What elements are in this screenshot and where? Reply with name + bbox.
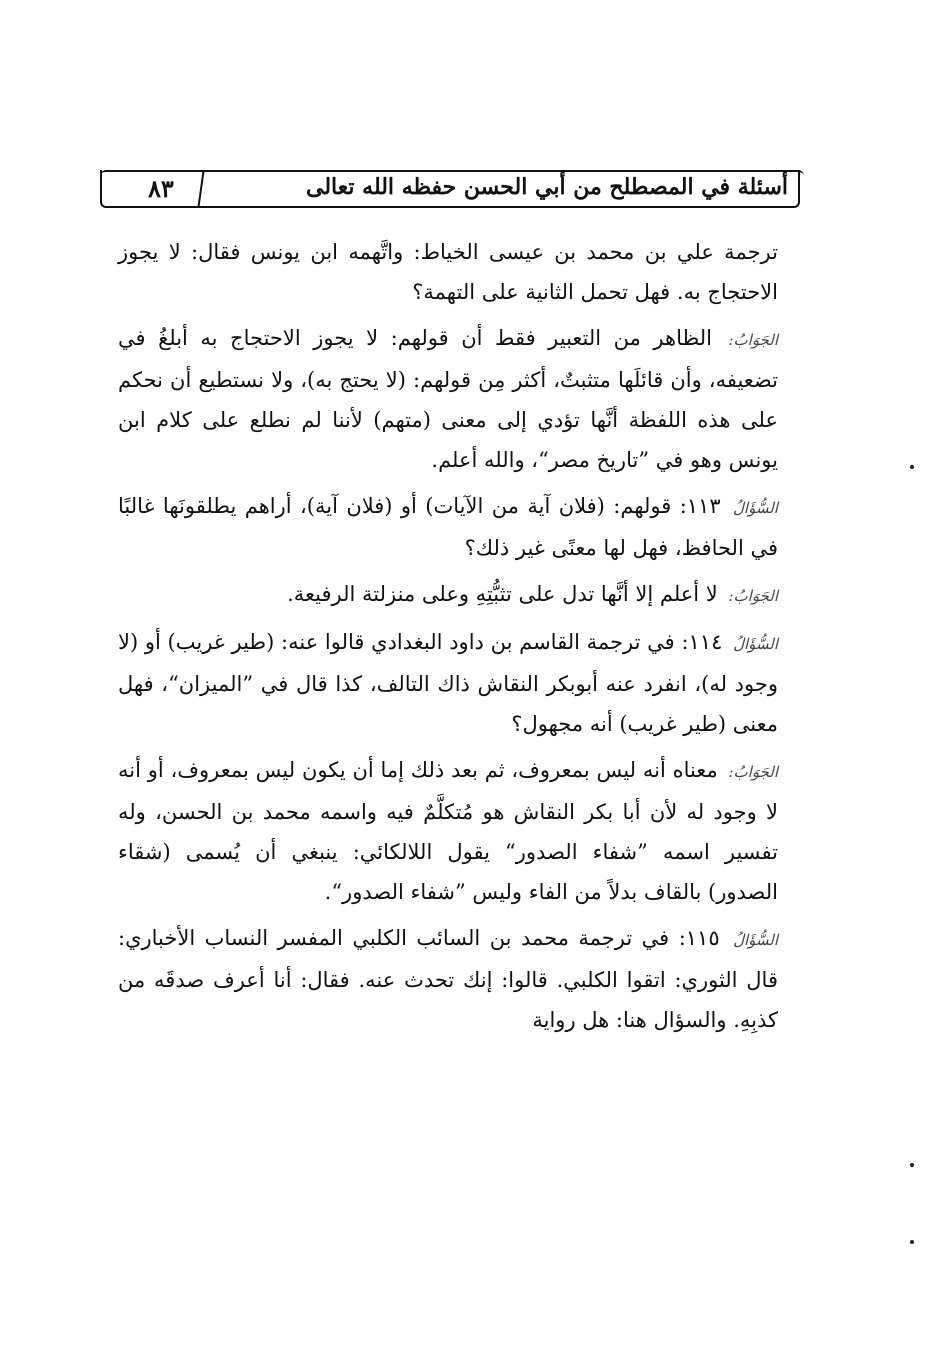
answer-text: معناه أنه ليس بمعروف، ثم بعد ذلك إما أن يكون ليس بمعروف، أو أنه لا وجود له لأن أبا بكر النقاش هو مُتكلَّمٌ فيه واسمه محمد بن الحسن، وله تفسير اسمه ”شفاء الصدور“ يقول اللالكائي: ينبغي أن يُسمى (شقاء الصدور) بالقاف بدلاً من الفاء وليس ”شفاء الصدور“. [118, 758, 778, 904]
page-number: ٨٣ [148, 174, 174, 203]
answer-label: الجَوَابُ: [728, 331, 778, 349]
question-paragraph-115 [118, 918, 778, 1040]
question-text: في ترجمة القاسم بن داود البغدادي قالوا عنه: (طير غريب) أو (لا وجود له)، انفرد عنه أبوبكر النقاش ذاك التالف، كذا قال في ”الميزان“، فهل معنى (طير غريب) أنه مجهول؟ [118, 630, 778, 736]
scan-speck [910, 1240, 914, 1244]
scan-speck [910, 465, 914, 469]
question-text: في ترجمة محمد بن السائب الكلبي المفسر النساب الأخباري: قال الثوري: اتقوا الكلبي. قالوا: إنك تحدث عنه. فقال: أنا أعرف صدقَه من كذبِهِ. والسؤال هنا: هل رواية [118, 926, 778, 1032]
answer-paragraph-1 [118, 318, 778, 480]
question-number: ١١٣: [679, 494, 721, 518]
question-text: ترجمة علي بن محمد بن عيسى الخياط: واتَّهمه ابن يونس فقال: لا يجوز الاحتجاج به. فهل تحمل الثانية على التهمة؟ [118, 240, 778, 304]
question-number: ١١٤: [681, 630, 723, 654]
answer-label: الجَوَابُ: [728, 763, 778, 781]
question-label: السُّؤَالُ [733, 635, 779, 653]
running-header [100, 170, 800, 210]
question-text: قولهم: (فلان آية من الآيات) أو (فلان آية)، أراهم يطلقونَها غالبًا في الحافظ، فهل لها معنًى غير ذلك؟ [118, 494, 778, 560]
question-paragraph-113 [118, 486, 778, 568]
question-label: السُّؤَالُ [733, 931, 779, 949]
answer-paragraph-113 [118, 574, 778, 616]
question-label: السُّؤَالُ [733, 499, 778, 517]
answer-text: لا أعلم إلا أنَّها تدل على تثبُّتِهِ وعلى منزلتة الرفيعة. [287, 582, 718, 606]
answer-label: الجَوَابُ: [728, 587, 778, 605]
question-paragraph-114 [118, 622, 778, 744]
scan-speck [910, 1163, 914, 1167]
book-title: أسئلة في المصطلح من أبي الحسن حفظه الله تعالى [306, 174, 788, 200]
question-paragraph-intro [118, 232, 778, 312]
answer-text: الظاهر من التعبير فقط أن قولهم: لا يجوز الاحتجاج به أبلغُ في تضعيفه، وأن قائلَها متثبتٌ، أكثر مِن قولهم: (لا يحتج به)، ولا نستطيع أن نحكم على هذه اللفظة أنَّها تؤدي إلى معنى (متهم) لأننا لم نطلع على كلام ابن يونس وهو في ”تاريخ مصر“، والله أعلم. [118, 326, 778, 472]
question-number: ١١٥: [678, 926, 720, 950]
page-body [118, 232, 778, 1046]
answer-paragraph-114 [118, 750, 778, 912]
